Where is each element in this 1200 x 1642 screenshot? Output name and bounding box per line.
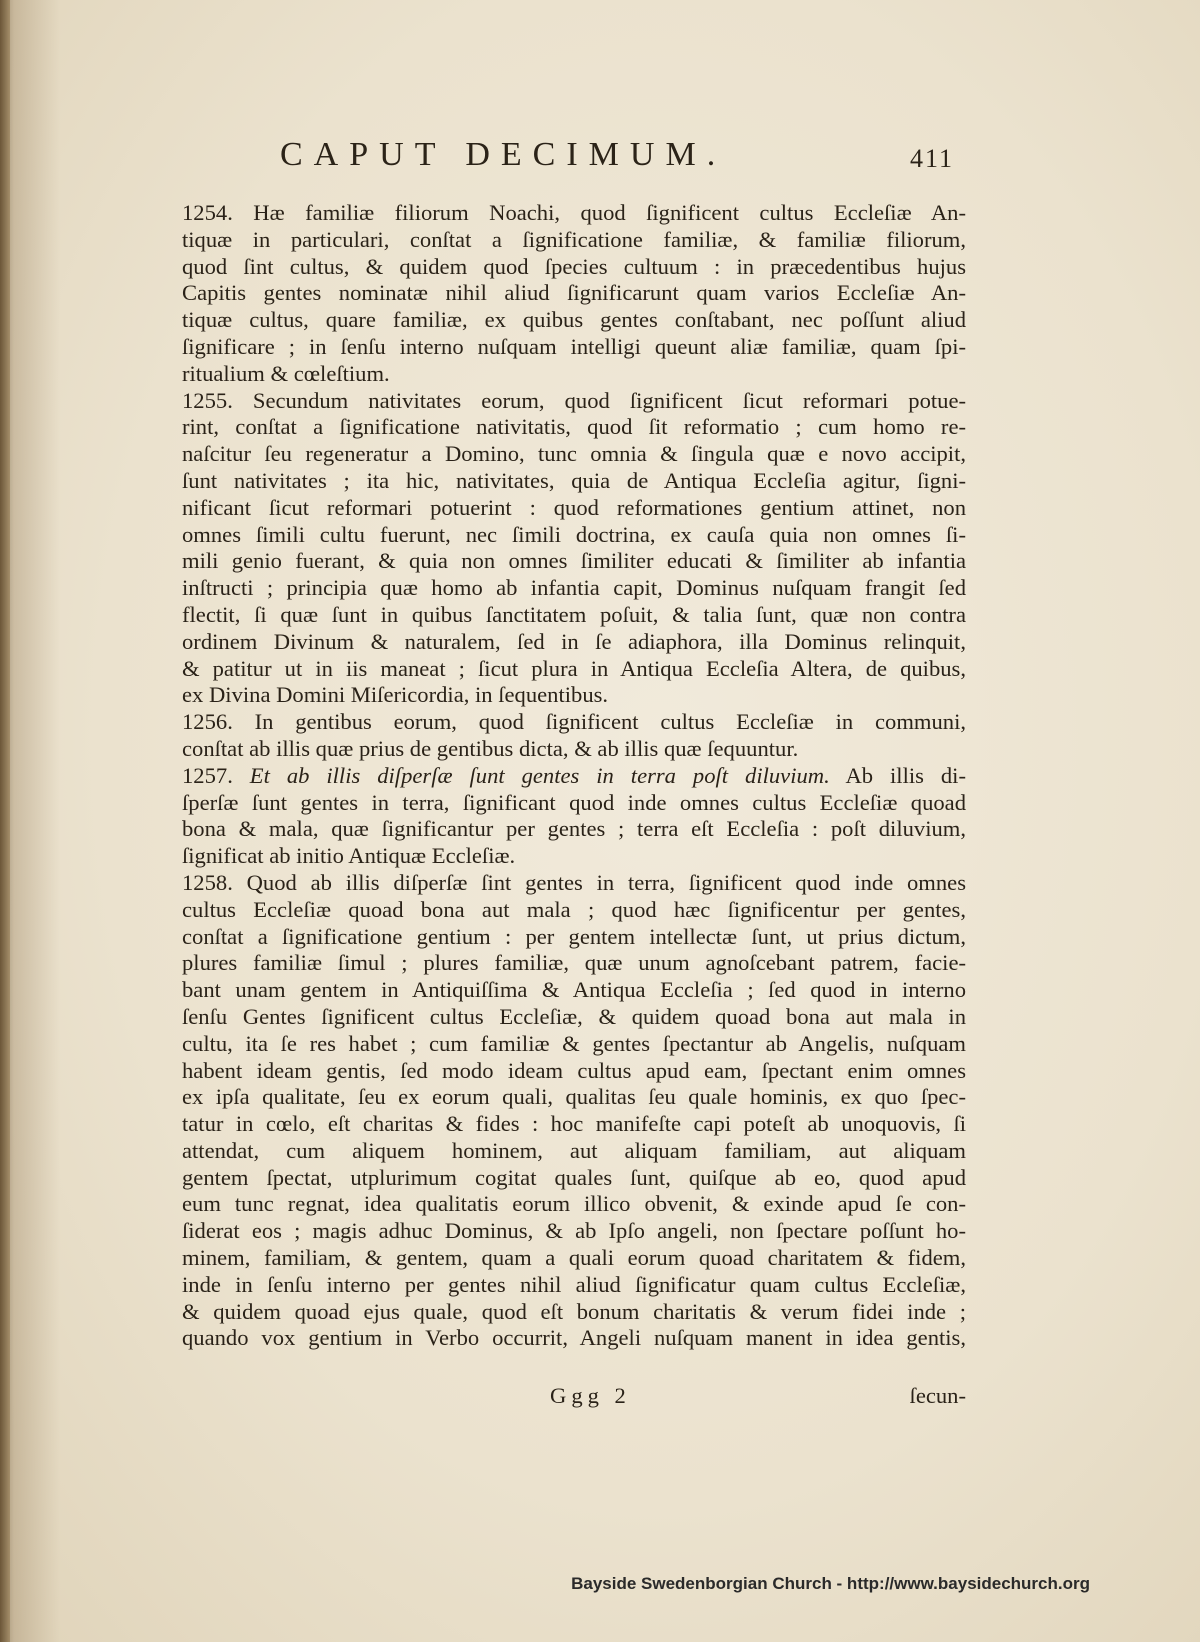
text-line: ſperſæ ſunt gentes in terra, ſignificant quod inde omnes cultus Eccleſiæ quoad bbox=[182, 789, 966, 815]
text-line: naſcitur ſeu regeneratur a Domino, tunc omnia & ſingula quæ e novo accipit, bbox=[182, 441, 966, 467]
book-spine-shadow bbox=[0, 0, 10, 1642]
paragraph-1255 bbox=[182, 388, 966, 710]
signature-mark: Ggg 2 bbox=[550, 1383, 631, 1408]
text-line: 1256. In gentibus eorum, quod ſignificent cultus Eccleſiæ in communi, bbox=[182, 709, 966, 735]
paragraph-1257 bbox=[182, 763, 966, 870]
text-line: & patitur ut in iis maneat ; ſicut plura in Antiqua Eccleſia Altera, de quibus, bbox=[182, 655, 966, 681]
text-line: nificant ſicut reformari potuerint : quod reformationes gentium attinet, non bbox=[182, 494, 966, 520]
text-line: habent ideam gentis, ſed modo ideam cultus apud eam, ſpectant enim omnes bbox=[182, 1057, 966, 1083]
text-line: ſignificare ; in ſenſu interno nuſquam intelligi queunt aliæ familiæ, quam ſpi- bbox=[182, 333, 966, 359]
text-line: tatur in cœlo, eſt charitas & fides : hoc manifeſte capi poteſt ab unoquovis, ſi bbox=[182, 1111, 966, 1137]
text-line bbox=[182, 763, 966, 790]
text-line: ſignificat ab initio Antiquæ Eccleſiæ. bbox=[182, 843, 516, 869]
text-line: quod ſint cultus, & quidem quod ſpecies cultuum : in præcedentibus hujus bbox=[182, 253, 966, 279]
text-line: inde in ſenſu interno per gentes nihil aliud ſignificatur quam cultus Eccleſiæ, bbox=[182, 1271, 966, 1297]
text-line: Capitis gentes nominatæ nihil aliud ſignificarunt quam varios Eccleſiæ An- bbox=[182, 280, 966, 306]
text-line: cultu, ita ſe res habet ; cum familiæ & gentes ſpectantur ab Angelis, nuſquam bbox=[182, 1030, 966, 1056]
text-line: conſtat ab illis quæ prius de gentibus dicta, & ab illis quæ ſequuntur. bbox=[182, 735, 799, 761]
text-line: rint, conſtat a ſignificatione nativitatis, quod ſit reformatio ; cum homo re- bbox=[182, 414, 966, 440]
text-line: plures familiæ ſimul ; plures familiæ, quæ unum agnoſcebant patrem, facie- bbox=[182, 950, 966, 976]
text-line: quando vox gentium in Verbo occurrit, Angeli nuſquam manent in idea gentis, bbox=[182, 1325, 966, 1351]
catchword: ſecun- bbox=[909, 1383, 966, 1408]
text-line: ordinem Divinum & naturalem, ſed in ſe adiaphora, illa Dominus relinquit, bbox=[182, 628, 966, 654]
text-line: inſtructi ; principia quæ homo ab infantia capit, Dominus nuſquam frangit ſed bbox=[182, 575, 966, 601]
paragraph-1254 bbox=[182, 200, 966, 388]
page-number: 411 bbox=[910, 144, 955, 173]
text-line: mili genio fuerant, & quia non omnes ſimiliter educati & ſimiliter ab infantia bbox=[182, 548, 966, 574]
page-footer bbox=[182, 1383, 966, 1413]
text-line: tiquæ in particulari, conſtat a ſignificatione familiæ, & familiæ filiorum, bbox=[182, 226, 966, 252]
text-line: gentem ſpectat, utplurimum cogitat quales ſunt, quiſque ab eo, quod apud bbox=[182, 1164, 966, 1190]
text-line: cultus Eccleſiæ quoad bona aut mala ; quod hæc ſignificentur per gentes, bbox=[182, 896, 966, 922]
running-head bbox=[0, 136, 1200, 182]
main-text bbox=[182, 200, 966, 1352]
text-line: ſiderat eos ; magis adhuc Dominus, & ab Ipſo angeli, non ſpectare poſſunt ho- bbox=[182, 1218, 966, 1244]
text-line: minem, familiam, & gentem, quam a quali eorum quoad charitatem & fidem, bbox=[182, 1245, 966, 1271]
text-line: omnes ſimili cultu fuerunt, nec ſimili doctrina, ex cauſa quia non omnes ſi- bbox=[182, 521, 966, 547]
text-line: ex Divina Domini Miſericordia, in ſequentibus. bbox=[182, 682, 609, 708]
text-line: ſunt nativitates ; ita hic, nativitates, quia de Antiqua Eccleſia agitur, ſigni- bbox=[182, 467, 966, 493]
text-line: bant unam gentem in Antiquiſſima & Antiqua Eccleſia ; ſed quod in interno bbox=[182, 977, 966, 1003]
text-line: 1258. Quod ab illis diſperſæ ſint gentes in terra, ſignificent quod inde omnes bbox=[182, 869, 966, 895]
text-run: Ab illis di- bbox=[845, 762, 966, 788]
text-line: ritualium & cœleſtium. bbox=[182, 360, 390, 386]
text-line: ex ipſa qualitate, ſeu ex eorum quali, qualitas ſeu quale hominis, ex quo ſpec- bbox=[182, 1084, 966, 1110]
source-watermark: Bayside Swedenborgian Church - http://www.baysidechurch.org bbox=[571, 1574, 1090, 1593]
running-title: CAPUT DECIMUM. bbox=[280, 136, 727, 173]
text-line: conſtat a ſignificatione gentium : per gentem intellectæ ſunt, ut prius dictum, bbox=[182, 923, 966, 949]
text-line: ſenſu Gentes ſignificent cultus Eccleſiæ, & quidem quoad bona aut mala in bbox=[182, 1003, 966, 1029]
text-line: 1254. Hæ familiæ filiorum Noachi, quod ſignificent cultus Eccleſiæ An- bbox=[182, 200, 966, 225]
text-line: 1255. Secundum nativitates eorum, quod ſignificent ſicut reformari potue- bbox=[182, 387, 966, 413]
quoted-verse: Et ab illis diſperſæ ſunt gentes in terra poſt diluvium. bbox=[249, 762, 830, 788]
paragraph-number: 1257. bbox=[182, 762, 233, 788]
text-line: flectit, ſi quæ ſunt in quibus ſanctitatem poſuit, & talia ſunt, quæ non contra bbox=[182, 601, 966, 627]
text-line: & quidem quoad ejus quale, quod eſt bonum charitatis & verum fidei inde ; bbox=[182, 1298, 966, 1324]
text-line: attendat, cum aliquem hominem, aut aliquam familiam, aut aliquam bbox=[182, 1137, 966, 1163]
text-line: tiquæ cultus, quare familiæ, ex quibus gentes conſtabant, nec poſſunt aliud bbox=[182, 307, 966, 333]
paragraph-1258 bbox=[182, 870, 966, 1352]
text-line: eum tunc regnat, idea qualitatis eorum illico obvenit, & exinde apud ſe con- bbox=[182, 1191, 966, 1217]
text-line: bona & mala, quæ ſignificantur per gentes ; terra eſt Eccleſia : poſt diluvium, bbox=[182, 816, 966, 842]
paragraph-1256 bbox=[182, 709, 966, 763]
